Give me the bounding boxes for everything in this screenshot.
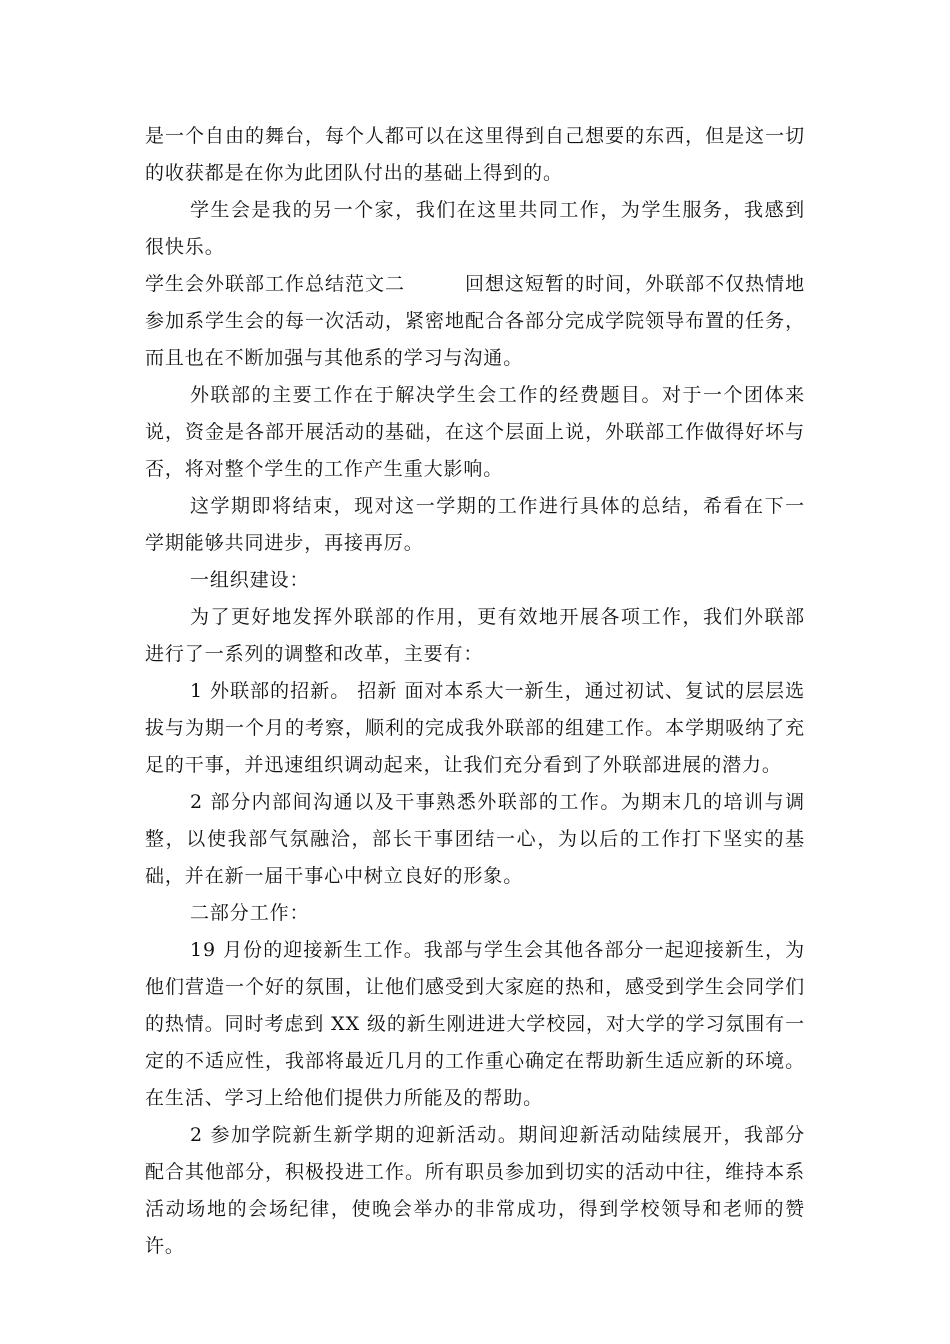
document-body <box>145 118 805 1265</box>
paragraph-semester-end: 这学期即将结束，现对这一学期的工作进行具体的总结，希看在下一学期能够共同进步，再接再厉。 <box>145 495 805 554</box>
section-heading-organization: 一组织建设： <box>190 569 310 591</box>
paragraph-intro-continuation: 是一个自由的舞台，每个人都可以在这里得到自己想要的东西，但是这一切的收获都是在你为此团队付出的基础上得到的。 <box>145 125 805 184</box>
section-heading-department-work: 二部分工作： <box>190 902 310 924</box>
paragraph-internal-communication: 2 部分内部间沟通以及干事熟悉外联部的工作。为期末几的培训与调整，以使我部气氛融洽，部长干事团结一心，为以后的工作打下坚实的基础，并在新一届干事心中树立良好的形象。 <box>145 791 805 887</box>
paragraph-main-work: 外联部的主要工作在于解决学生会工作的经费题目。对于一个团体来说，资金是各部开展活动的基础，在这个层面上说，外联部工作做得好坏与否，将对整个学生的工作产生重大影响。 <box>145 384 805 480</box>
paragraph-reform: 为了更好地发挥外联部的作用，更有效地开展各项工作，我们外联部进行了一系列的调整和改革，主要有： <box>145 606 805 665</box>
paragraph-student-union-home: 学生会是我的另一个家，我们在这里共同工作，为学生服务，我感到很快乐。 <box>145 199 805 258</box>
paragraph-welcome-activity: 2 参加学院新生新学期的迎新活动。期间迎新活动陆续展开，我部分配合其他部分，积极投进工作。所有职员参加到切实的活动中往，维持本系活动场地的会场纪律，使晚会举办的非常成功，得到学校领导和老师的赞许。 <box>145 1124 805 1257</box>
paragraph-recruitment: 1 外联部的招新。 招新 面对本系大一新生，通过初试、复试的层层选拔与为期一个月的考察，顺利的完成我外联部的组建工作。本学期吸纳了充足的干事，并迅速组织调动起来，让我们充分看到了外联部进展的潜力。 <box>145 680 805 776</box>
paragraph-welcome-freshmen: 19 月份的迎接新生工作。我部与学生会其他各部分一起迎接新生，为他们营造一个好的氛围，让他们感受到大家庭的热和，感受到学生会同学们的热情。同时考虑到 XX 级的新生刚进进大学校园，对大学的学习氛围有一定的不适应性，我部将最近几月的工作重心确定在帮助新生适应新的环境。在生活、学习上给他们提供力所能及的帮助。 <box>145 939 805 1109</box>
paragraph-summary-title-two: 学生会外联部工作总结范文二 回想这短暂的时间，外联部不仅热情地参加系学生会的每一次活动，紧密地配合各部分完成学院领导布置的任务，而且也在不断加强与其他系的学习与沟通。 <box>145 273 805 369</box>
